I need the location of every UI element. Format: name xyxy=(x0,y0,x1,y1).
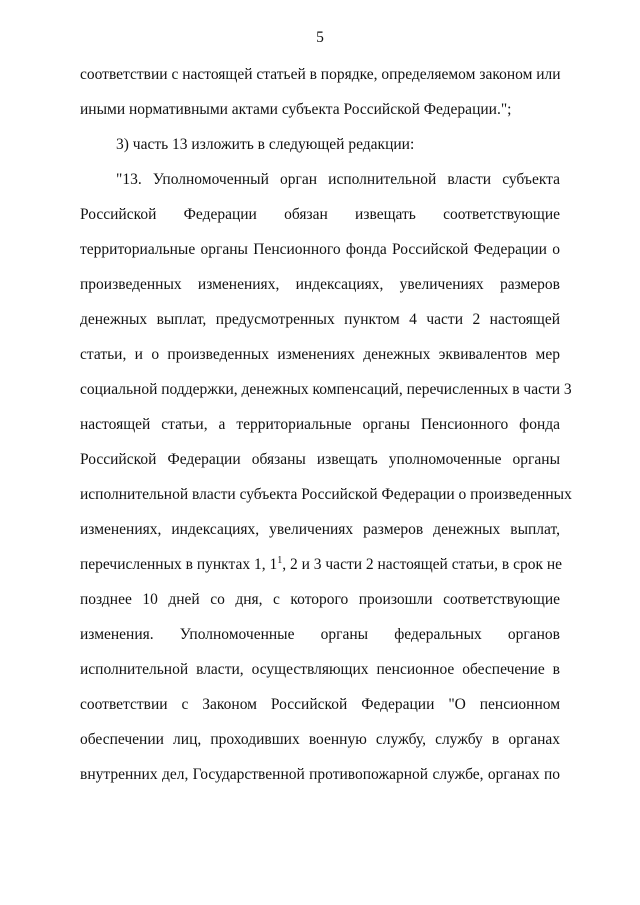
text-line-1: соответствии с настоящей статьей в порядке, определяемом законом или xyxy=(80,66,561,83)
text-line-15-after: , 2 и 3 части 2 настоящей статьи, в срок не xyxy=(282,556,563,573)
text-line-16: позднее 10 дней со дня, с которого произошли соответствующие xyxy=(80,591,560,608)
text-line-20: обеспечении лиц, проходивших военную службу, службу в органах xyxy=(80,731,560,748)
text-line-13: исполнительной власти субъекта Российской Федерации о произведенных xyxy=(80,486,572,503)
text-line-15 xyxy=(80,554,563,576)
text-line-5: Российской Федерации обязан извещать соответствующие xyxy=(80,206,560,223)
text-line-7: произведенных изменениях, индексациях, увеличениях размеров xyxy=(80,276,560,293)
text-line-18: исполнительной власти, осуществляющих пенсионное обеспечение в xyxy=(80,661,560,678)
text-line-17: изменения. Уполномоченные органы федеральных органов xyxy=(80,626,560,643)
text-line-2: иными нормативными актами субъекта Российской Федерации."; xyxy=(80,101,512,118)
text-line-4: "13. Уполномоченный орган исполнительной власти субъекта xyxy=(116,171,560,188)
text-line-9: статьи, и о произведенных изменениях денежных эквивалентов мер xyxy=(80,346,560,363)
text-line-3: 3) часть 13 изложить в следующей редакции: xyxy=(116,136,415,153)
page-number: 5 xyxy=(316,29,324,46)
text-line-12: Российской Федерации обязаны извещать уполномоченные органы xyxy=(80,451,560,468)
text-line-10: социальной поддержки, денежных компенсаций, перечисленных в части 3 xyxy=(80,381,572,398)
text-line-19: соответствии с Законом Российской Федерации "О пенсионном xyxy=(80,696,560,713)
text-line-14: изменениях, индексациях, увеличениях размеров денежных выплат, xyxy=(80,521,560,538)
text-line-6: территориальные органы Пенсионного фонда Российской Федерации о xyxy=(80,241,560,258)
superscript-marker: 1 xyxy=(277,555,283,566)
text-line-15-before: перечисленных в пунктах 1, 1 xyxy=(80,556,278,573)
text-line-8: денежных выплат, предусмотренных пунктом 4 части 2 настоящей xyxy=(80,311,560,328)
text-line-11: настоящей статьи, а территориальные органы Пенсионного фонда xyxy=(80,416,560,433)
text-line-21: внутренних дел, Государственной противопожарной службе, органах по xyxy=(80,766,560,783)
